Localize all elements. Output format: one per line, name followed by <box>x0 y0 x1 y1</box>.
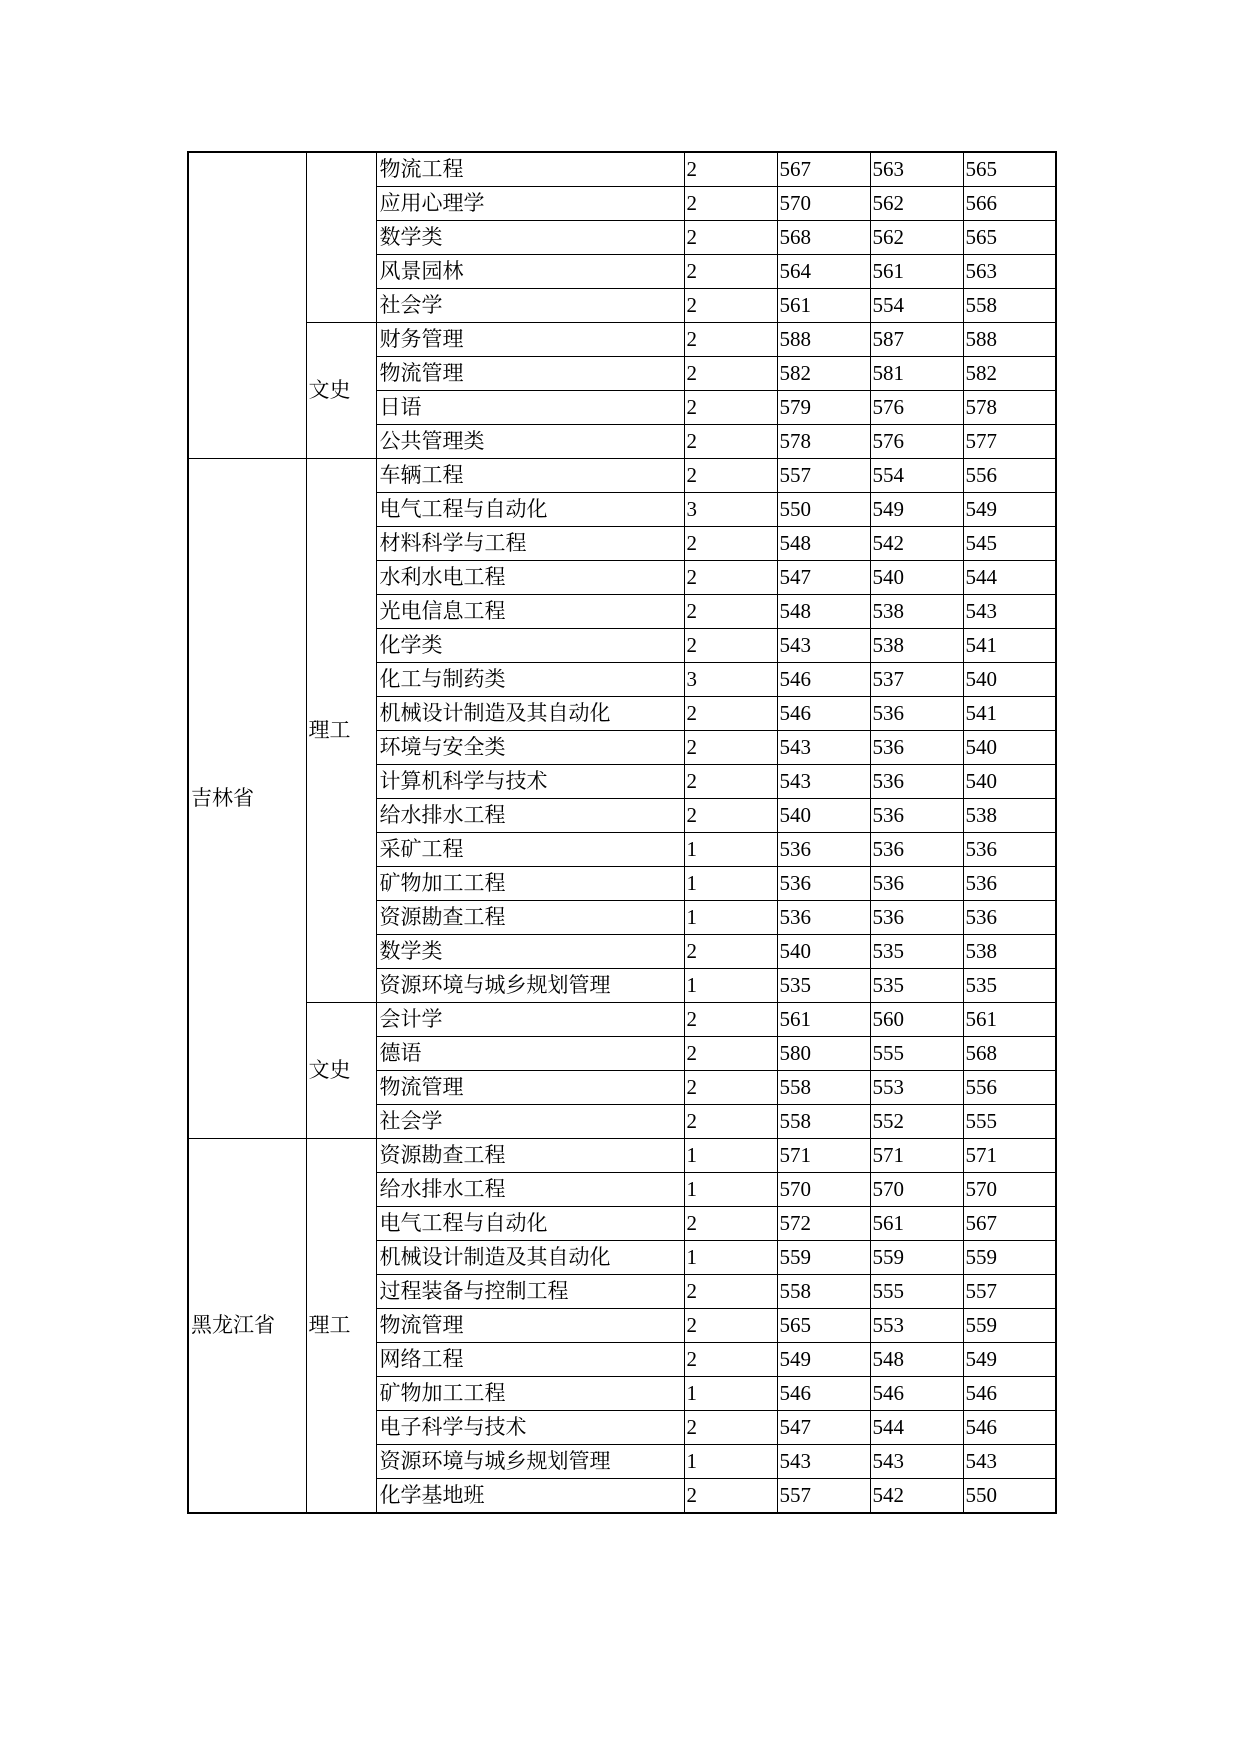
major-cell: 财务管理 <box>376 323 684 357</box>
plan-count-cell: 2 <box>684 1071 777 1105</box>
major-cell: 计算机科学与技术 <box>376 765 684 799</box>
table-body <box>188 152 1056 1513</box>
avg-score-cell: 541 <box>963 697 1056 731</box>
track-cell <box>306 152 376 323</box>
major-cell: 车辆工程 <box>376 459 684 493</box>
major-cell: 给水排水工程 <box>376 1173 684 1207</box>
major-cell: 资源勘查工程 <box>376 901 684 935</box>
min-score-cell: 554 <box>870 289 963 323</box>
avg-score-cell: 563 <box>963 255 1056 289</box>
major-cell: 应用心理学 <box>376 187 684 221</box>
major-cell: 风景园林 <box>376 255 684 289</box>
plan-count-cell: 2 <box>684 1037 777 1071</box>
min-score-cell: 538 <box>870 595 963 629</box>
max-score-cell: 549 <box>777 1343 870 1377</box>
max-score-cell: 570 <box>777 1173 870 1207</box>
plan-count-cell: 2 <box>684 1003 777 1037</box>
major-cell: 物流管理 <box>376 1071 684 1105</box>
major-cell: 德语 <box>376 1037 684 1071</box>
min-score-cell: 576 <box>870 391 963 425</box>
max-score-cell: 558 <box>777 1071 870 1105</box>
min-score-cell: 571 <box>870 1139 963 1173</box>
plan-count-cell: 3 <box>684 663 777 697</box>
plan-count-cell: 2 <box>684 425 777 459</box>
plan-count-cell: 2 <box>684 1309 777 1343</box>
min-score-cell: 536 <box>870 731 963 765</box>
avg-score-cell: 536 <box>963 833 1056 867</box>
major-cell: 物流管理 <box>376 357 684 391</box>
region-cell <box>188 152 306 459</box>
avg-score-cell: 558 <box>963 289 1056 323</box>
min-score-cell: 548 <box>870 1343 963 1377</box>
plan-count-cell: 2 <box>684 1411 777 1445</box>
min-score-cell: 538 <box>870 629 963 663</box>
min-score-cell: 546 <box>870 1377 963 1411</box>
track-cell: 文史 <box>306 323 376 459</box>
major-cell: 环境与安全类 <box>376 731 684 765</box>
avg-score-cell: 577 <box>963 425 1056 459</box>
table-row <box>188 323 1056 357</box>
major-cell: 化学类 <box>376 629 684 663</box>
avg-score-cell: 545 <box>963 527 1056 561</box>
min-score-cell: 536 <box>870 867 963 901</box>
avg-score-cell: 549 <box>963 493 1056 527</box>
avg-score-cell: 568 <box>963 1037 1056 1071</box>
max-score-cell: 543 <box>777 1445 870 1479</box>
max-score-cell: 557 <box>777 459 870 493</box>
major-cell: 社会学 <box>376 1105 684 1139</box>
avg-score-cell: 536 <box>963 867 1056 901</box>
avg-score-cell: 538 <box>963 935 1056 969</box>
major-cell: 水利水电工程 <box>376 561 684 595</box>
major-cell: 机械设计制造及其自动化 <box>376 1241 684 1275</box>
max-score-cell: 564 <box>777 255 870 289</box>
major-cell: 公共管理类 <box>376 425 684 459</box>
plan-count-cell: 1 <box>684 867 777 901</box>
plan-count-cell: 2 <box>684 765 777 799</box>
plan-count-cell: 3 <box>684 493 777 527</box>
avg-score-cell: 540 <box>963 663 1056 697</box>
plan-count-cell: 2 <box>684 1207 777 1241</box>
max-score-cell: 536 <box>777 833 870 867</box>
avg-score-cell: 543 <box>963 595 1056 629</box>
min-score-cell: 553 <box>870 1071 963 1105</box>
max-score-cell: 547 <box>777 561 870 595</box>
min-score-cell: 536 <box>870 697 963 731</box>
major-cell: 资源勘查工程 <box>376 1139 684 1173</box>
plan-count-cell: 2 <box>684 527 777 561</box>
avg-score-cell: 540 <box>963 765 1056 799</box>
min-score-cell: 543 <box>870 1445 963 1479</box>
table-row <box>188 1003 1056 1037</box>
max-score-cell: 561 <box>777 289 870 323</box>
avg-score-cell: 557 <box>963 1275 1056 1309</box>
max-score-cell: 579 <box>777 391 870 425</box>
plan-count-cell: 2 <box>684 1105 777 1139</box>
plan-count-cell: 2 <box>684 1479 777 1514</box>
min-score-cell: 587 <box>870 323 963 357</box>
max-score-cell: 578 <box>777 425 870 459</box>
avg-score-cell: 538 <box>963 799 1056 833</box>
table-row <box>188 152 1056 187</box>
region-cell: 黑龙江省 <box>188 1139 306 1514</box>
min-score-cell: 553 <box>870 1309 963 1343</box>
max-score-cell: 571 <box>777 1139 870 1173</box>
major-cell: 数学类 <box>376 935 684 969</box>
avg-score-cell: 546 <box>963 1411 1056 1445</box>
max-score-cell: 543 <box>777 731 870 765</box>
track-cell: 文史 <box>306 1003 376 1139</box>
table-row <box>188 459 1056 493</box>
avg-score-cell: 588 <box>963 323 1056 357</box>
min-score-cell: 559 <box>870 1241 963 1275</box>
major-cell: 给水排水工程 <box>376 799 684 833</box>
plan-count-cell: 2 <box>684 629 777 663</box>
avg-score-cell: 555 <box>963 1105 1056 1139</box>
plan-count-cell: 1 <box>684 1241 777 1275</box>
major-cell: 机械设计制造及其自动化 <box>376 697 684 731</box>
max-score-cell: 546 <box>777 663 870 697</box>
min-score-cell: 581 <box>870 357 963 391</box>
min-score-cell: 576 <box>870 425 963 459</box>
major-cell: 网络工程 <box>376 1343 684 1377</box>
max-score-cell: 547 <box>777 1411 870 1445</box>
avg-score-cell: 550 <box>963 1479 1056 1514</box>
major-cell: 过程装备与控制工程 <box>376 1275 684 1309</box>
max-score-cell: 546 <box>777 1377 870 1411</box>
major-cell: 采矿工程 <box>376 833 684 867</box>
max-score-cell: 568 <box>777 221 870 255</box>
major-cell: 化工与制药类 <box>376 663 684 697</box>
min-score-cell: 560 <box>870 1003 963 1037</box>
major-cell: 日语 <box>376 391 684 425</box>
max-score-cell: 543 <box>777 629 870 663</box>
avg-score-cell: 570 <box>963 1173 1056 1207</box>
max-score-cell: 543 <box>777 765 870 799</box>
avg-score-cell: 556 <box>963 1071 1056 1105</box>
plan-count-cell: 2 <box>684 1275 777 1309</box>
min-score-cell: 535 <box>870 969 963 1003</box>
min-score-cell: 537 <box>870 663 963 697</box>
max-score-cell: 548 <box>777 595 870 629</box>
major-cell: 物流工程 <box>376 152 684 187</box>
max-score-cell: 558 <box>777 1105 870 1139</box>
table-row <box>188 1139 1056 1173</box>
max-score-cell: 572 <box>777 1207 870 1241</box>
plan-count-cell: 2 <box>684 187 777 221</box>
major-cell: 社会学 <box>376 289 684 323</box>
min-score-cell: 561 <box>870 255 963 289</box>
max-score-cell: 565 <box>777 1309 870 1343</box>
track-cell: 理工 <box>306 1139 376 1514</box>
plan-count-cell: 1 <box>684 1139 777 1173</box>
min-score-cell: 544 <box>870 1411 963 1445</box>
plan-count-cell: 2 <box>684 289 777 323</box>
plan-count-cell: 2 <box>684 323 777 357</box>
major-cell: 电子科学与技术 <box>376 1411 684 1445</box>
max-score-cell: 567 <box>777 152 870 187</box>
min-score-cell: 540 <box>870 561 963 595</box>
major-cell: 化学基地班 <box>376 1479 684 1514</box>
plan-count-cell: 1 <box>684 1445 777 1479</box>
avg-score-cell: 559 <box>963 1241 1056 1275</box>
major-cell: 矿物加工工程 <box>376 867 684 901</box>
major-cell: 资源环境与城乡规划管理 <box>376 1445 684 1479</box>
max-score-cell: 540 <box>777 935 870 969</box>
avg-score-cell: 556 <box>963 459 1056 493</box>
min-score-cell: 542 <box>870 527 963 561</box>
avg-score-cell: 546 <box>963 1377 1056 1411</box>
track-cell: 理工 <box>306 459 376 1003</box>
plan-count-cell: 2 <box>684 221 777 255</box>
avg-score-cell: 571 <box>963 1139 1056 1173</box>
plan-count-cell: 2 <box>684 799 777 833</box>
avg-score-cell: 549 <box>963 1343 1056 1377</box>
plan-count-cell: 2 <box>684 255 777 289</box>
plan-count-cell: 1 <box>684 901 777 935</box>
plan-count-cell: 2 <box>684 731 777 765</box>
avg-score-cell: 541 <box>963 629 1056 663</box>
min-score-cell: 563 <box>870 152 963 187</box>
major-cell: 光电信息工程 <box>376 595 684 629</box>
min-score-cell: 562 <box>870 187 963 221</box>
min-score-cell: 536 <box>870 833 963 867</box>
major-cell: 材料科学与工程 <box>376 527 684 561</box>
avg-score-cell: 536 <box>963 901 1056 935</box>
major-cell: 矿物加工工程 <box>376 1377 684 1411</box>
major-cell: 电气工程与自动化 <box>376 1207 684 1241</box>
avg-score-cell: 565 <box>963 152 1056 187</box>
plan-count-cell: 2 <box>684 459 777 493</box>
max-score-cell: 559 <box>777 1241 870 1275</box>
plan-count-cell: 2 <box>684 561 777 595</box>
plan-count-cell: 1 <box>684 969 777 1003</box>
max-score-cell: 536 <box>777 901 870 935</box>
avg-score-cell: 543 <box>963 1445 1056 1479</box>
plan-count-cell: 2 <box>684 935 777 969</box>
avg-score-cell: 566 <box>963 187 1056 221</box>
min-score-cell: 542 <box>870 1479 963 1514</box>
min-score-cell: 549 <box>870 493 963 527</box>
plan-count-cell: 1 <box>684 1173 777 1207</box>
min-score-cell: 555 <box>870 1037 963 1071</box>
max-score-cell: 550 <box>777 493 870 527</box>
min-score-cell: 535 <box>870 935 963 969</box>
plan-count-cell: 1 <box>684 1377 777 1411</box>
plan-count-cell: 2 <box>684 1343 777 1377</box>
avg-score-cell: 535 <box>963 969 1056 1003</box>
major-cell: 电气工程与自动化 <box>376 493 684 527</box>
avg-score-cell: 582 <box>963 357 1056 391</box>
admission-score-table <box>187 151 1057 1514</box>
min-score-cell: 562 <box>870 221 963 255</box>
max-score-cell: 557 <box>777 1479 870 1514</box>
max-score-cell: 535 <box>777 969 870 1003</box>
max-score-cell: 546 <box>777 697 870 731</box>
min-score-cell: 536 <box>870 901 963 935</box>
plan-count-cell: 2 <box>684 357 777 391</box>
max-score-cell: 548 <box>777 527 870 561</box>
max-score-cell: 558 <box>777 1275 870 1309</box>
min-score-cell: 561 <box>870 1207 963 1241</box>
plan-count-cell: 2 <box>684 595 777 629</box>
plan-count-cell: 2 <box>684 391 777 425</box>
plan-count-cell: 1 <box>684 833 777 867</box>
max-score-cell: 582 <box>777 357 870 391</box>
avg-score-cell: 578 <box>963 391 1056 425</box>
min-score-cell: 570 <box>870 1173 963 1207</box>
avg-score-cell: 544 <box>963 561 1056 595</box>
min-score-cell: 555 <box>870 1275 963 1309</box>
avg-score-cell: 561 <box>963 1003 1056 1037</box>
max-score-cell: 570 <box>777 187 870 221</box>
min-score-cell: 554 <box>870 459 963 493</box>
region-cell: 吉林省 <box>188 459 306 1139</box>
avg-score-cell: 559 <box>963 1309 1056 1343</box>
plan-count-cell: 2 <box>684 697 777 731</box>
min-score-cell: 536 <box>870 765 963 799</box>
max-score-cell: 561 <box>777 1003 870 1037</box>
avg-score-cell: 540 <box>963 731 1056 765</box>
avg-score-cell: 567 <box>963 1207 1056 1241</box>
plan-count-cell: 2 <box>684 152 777 187</box>
major-cell: 会计学 <box>376 1003 684 1037</box>
major-cell: 资源环境与城乡规划管理 <box>376 969 684 1003</box>
max-score-cell: 588 <box>777 323 870 357</box>
min-score-cell: 536 <box>870 799 963 833</box>
min-score-cell: 552 <box>870 1105 963 1139</box>
max-score-cell: 580 <box>777 1037 870 1071</box>
max-score-cell: 540 <box>777 799 870 833</box>
major-cell: 数学类 <box>376 221 684 255</box>
avg-score-cell: 565 <box>963 221 1056 255</box>
max-score-cell: 536 <box>777 867 870 901</box>
major-cell: 物流管理 <box>376 1309 684 1343</box>
